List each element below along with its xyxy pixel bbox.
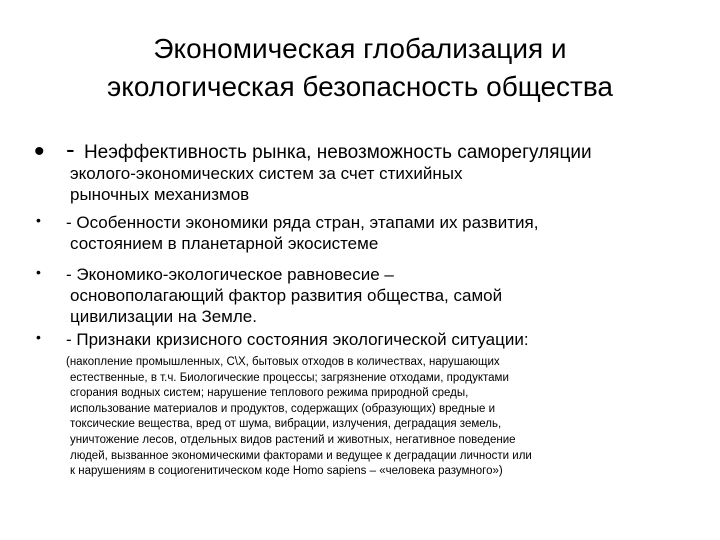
bullet-icon: • (34, 135, 45, 168)
notes-line-5: токсические вещества, вред от шума, вибрации, излучения, деградация земель, (70, 418, 502, 431)
notes-line-6: уничтожение лесов, отдельных видов растений и животных, негативное поведение (70, 433, 516, 446)
bullet-3-line-1: - Экономико-экологическое равновесие – (66, 265, 394, 284)
bullet-3-line-2: основополагающий фактор развития общества, самой (70, 286, 503, 305)
bullet-3-line-3: цивилизации на Земле. (70, 307, 257, 326)
notes-line-1: (накопление промышленных, С\Х, бытовых отходов в количествах, нарушающих (66, 356, 500, 368)
crisis-notes (66, 355, 706, 480)
bullet-text-2 (66, 212, 706, 254)
notes-line-7: людей, вызванное экономическими факторами и ведущее к деградации личности или (70, 449, 532, 462)
bullet-1-first-text: Неэффективность рынка, невозможность саморегуляции (83, 142, 592, 163)
bullet-icon: • (36, 212, 41, 228)
bullet-4-line-1: - Признаки кризисного состояния экологической ситуации: (66, 330, 529, 349)
notes-line-4: использование материалов и продуктов, содержащих (образующих) вредные и (70, 402, 495, 415)
notes-line-2: естественные, в т.ч. Биологические процессы; загрязнение отходами, продуктами (70, 371, 509, 384)
bullet-icon: • (36, 264, 41, 280)
slide-title (20, 30, 700, 106)
bullet-1-dash: - (66, 134, 75, 164)
bullet-2-line-1: - Особенности экономики ряда стран, этапами их развития, (66, 213, 539, 232)
notes-line-8: к нарушениям в социогенитическом коде Homo sapiens – «человека разумного») (70, 465, 503, 478)
bullet-text-4 (66, 329, 706, 350)
bullet-1-line-2: эколого-экономических систем за счет стихийных (70, 164, 463, 183)
bullet-text-3 (66, 264, 706, 327)
bullet-icon: • (36, 329, 41, 345)
bullet-1-first-line (66, 134, 706, 164)
title-line-1: Экономическая глобализация и (153, 33, 567, 64)
bullet-1-line-3: рыночных механизмов (70, 185, 250, 204)
title-line-2: экологическая безопасность общества (106, 71, 614, 102)
bullet-text-1 (66, 134, 706, 205)
bullet-2-line-2: состоянием в планетарной экосистеме (70, 234, 379, 253)
notes-line-3: сгорания водных систем; нарушение теплового режима природной среды, (70, 387, 469, 400)
